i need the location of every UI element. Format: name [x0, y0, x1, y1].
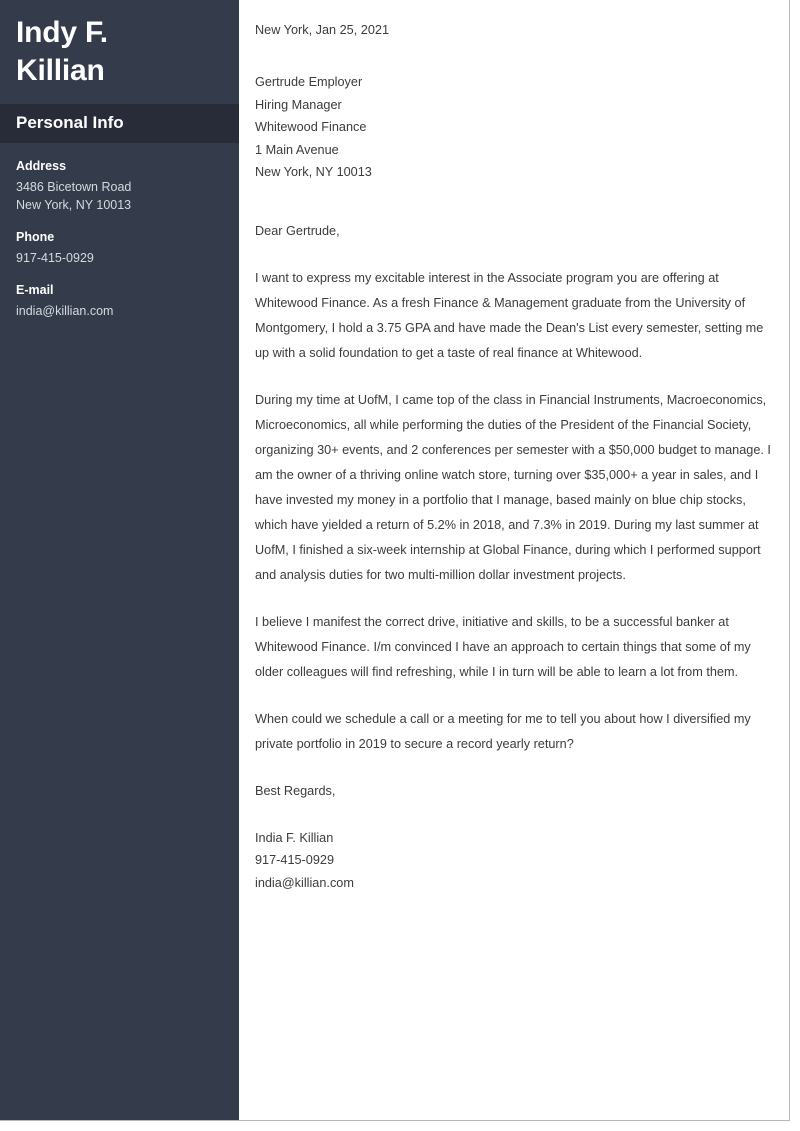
info-value-address-line-2: New York, NY 10013	[16, 198, 132, 212]
recipient-line-city: New York, NY 10013	[255, 165, 372, 179]
info-label-email: E-mail	[16, 283, 54, 297]
body-paragraph-1: I want to express my excitable interest in the Associate program you are offering at Whitewood Finance. As a fresh Finance & Management graduate from the University of Montgomery, I hold a 3.75 GPA and have made the Dean's List every semester, setting me up with a solid foundation to get a taste of real finance at Whitewood.	[255, 270, 764, 360]
recipient-line-name: Gertrude Employer	[255, 75, 363, 89]
info-label-address: Address	[16, 159, 67, 173]
body-paragraph-4: When could we schedule a call or a meeting for me to tell you about how I diversified my private portfolio in 2019 to secure a record yearly return?	[255, 711, 751, 751]
recipient-block	[255, 71, 771, 184]
personal-info-title: Personal Info	[16, 113, 124, 132]
recipient-line-street: 1 Main Avenue	[255, 142, 339, 157]
closing-line: Best Regards,	[255, 783, 336, 798]
personal-info-list	[0, 143, 239, 320]
info-item-email	[16, 281, 223, 320]
candidate-name	[0, 0, 239, 100]
signature-phone: 917-415-0929	[255, 853, 335, 867]
signature-name: India F. Killian	[255, 830, 334, 845]
body-paragraph-3: I believe I manifest the correct drive, initiative and skills, to be a successful banker at Whitewood Finance. I/m convinced I have an approach to certain things that some of my older colleagues will find refreshing, while I in turn will be able to learn a lot from them.	[255, 614, 751, 679]
candidate-name-line-2: Killian	[16, 54, 105, 87]
info-item-phone	[16, 228, 223, 267]
info-item-address	[16, 157, 223, 214]
cover-letter-body	[239, 0, 789, 1120]
personal-info-header	[0, 104, 239, 143]
signature-block	[255, 827, 771, 895]
signature-email: india@killian.com	[255, 875, 354, 890]
letter-date: New York, Jan 25, 2021	[255, 23, 390, 37]
info-value-address-line-1: 3486 Bicetown Road	[16, 180, 132, 194]
info-value-email: india@killian.com	[16, 304, 114, 318]
salutation: Dear Gertrude,	[255, 223, 340, 238]
sidebar	[0, 0, 239, 1120]
recipient-line-title: Hiring Manager	[255, 97, 342, 112]
info-value-phone: 917-415-0929	[16, 251, 94, 265]
recipient-line-company: Whitewood Finance	[255, 120, 367, 134]
candidate-name-line-1: Indy F.	[16, 16, 108, 49]
body-paragraph-2: During my time at UofM, I came top of the class in Financial Instruments, Macroeconomics, Microeconomics, all while performing the duties of the President of the Financial Society, organizing 30+ events, and 2 conferences per semester with a $50,000 budget to manage. I am the owner of a thriving online watch store, turning over $35,000+ a year in sales, and I have invested my money in a portfolio that I manage, based mainly on blue chip stocks, which have yielded a return of 5.2% in 2018, and 7.3% in 2019. During my last summer at UofM, I finished a six-week internship at Global Finance, during which I performed support and analysis duties for two multi-million dollar investment projects.	[255, 392, 771, 582]
info-label-phone: Phone	[16, 230, 55, 244]
